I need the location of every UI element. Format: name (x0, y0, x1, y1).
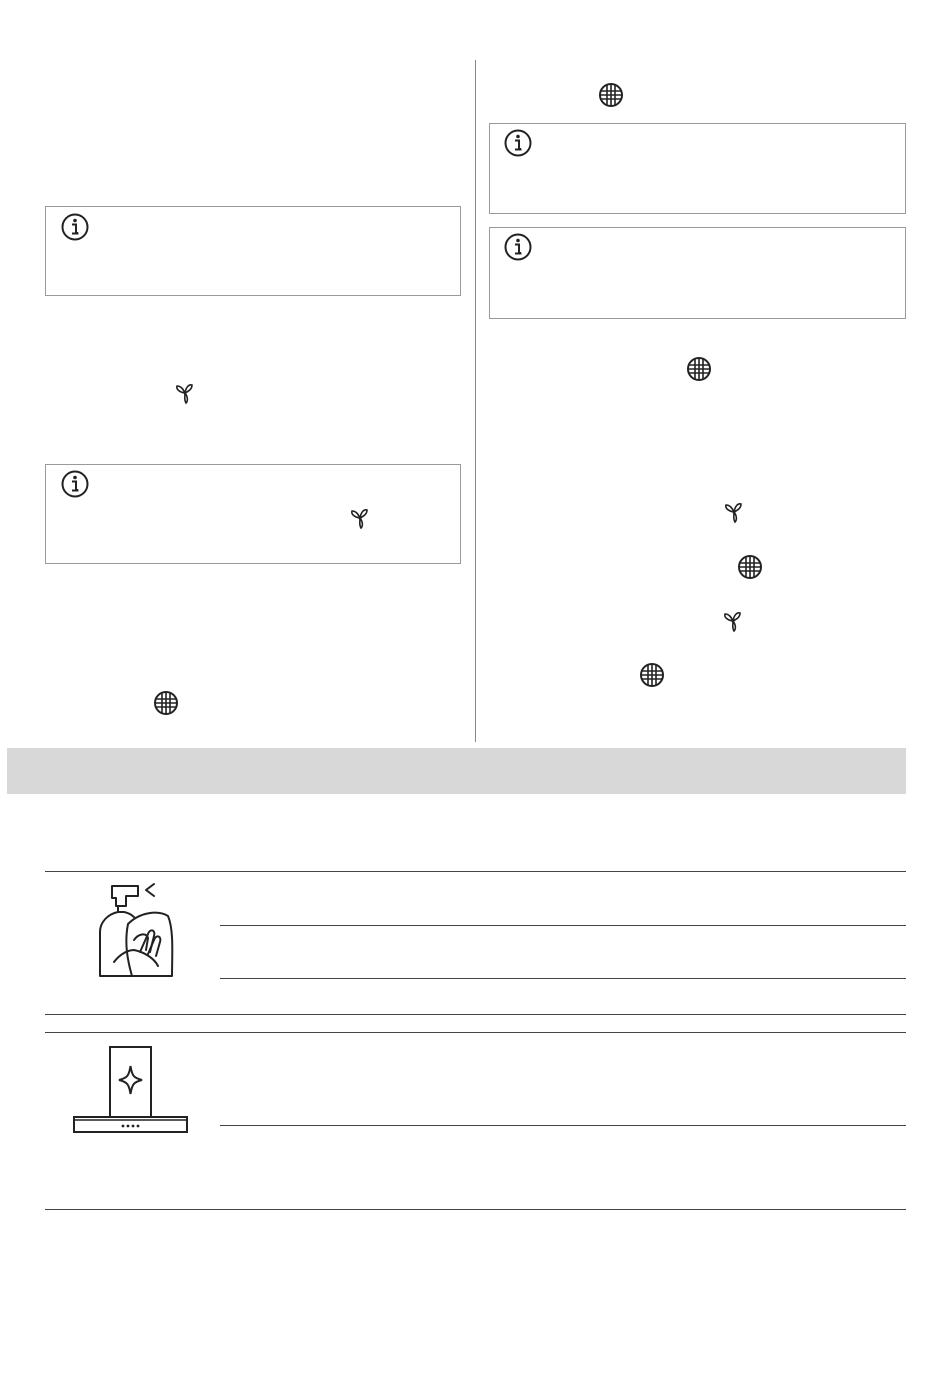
fan-icon (722, 500, 746, 524)
fan-icon (173, 381, 197, 405)
cooker-hood-icon (72, 1046, 190, 1136)
grease-filter-icon (737, 554, 763, 580)
info-icon (503, 128, 533, 158)
table-rule (45, 1014, 906, 1015)
table-rule (220, 978, 906, 979)
spray-cleaning-icon (88, 878, 178, 978)
column-divider (475, 60, 476, 742)
info-note-box (489, 123, 906, 214)
info-note-box (45, 464, 461, 564)
grease-filter-icon (598, 82, 624, 108)
info-icon (60, 212, 90, 242)
info-icon (60, 469, 90, 499)
table-rule (220, 925, 906, 926)
grease-filter-icon (639, 662, 665, 688)
table-rule (45, 871, 906, 872)
grease-filter-icon (686, 356, 712, 382)
grease-filter-icon (153, 690, 179, 716)
table-rule (220, 1125, 906, 1126)
table-rule (45, 1209, 906, 1210)
fan-icon (348, 506, 372, 530)
info-note-box (489, 227, 906, 319)
info-note-box (45, 206, 461, 296)
info-icon (503, 232, 533, 262)
section-heading-band (7, 748, 906, 794)
fan-icon (721, 609, 745, 633)
table-rule (45, 1032, 906, 1033)
